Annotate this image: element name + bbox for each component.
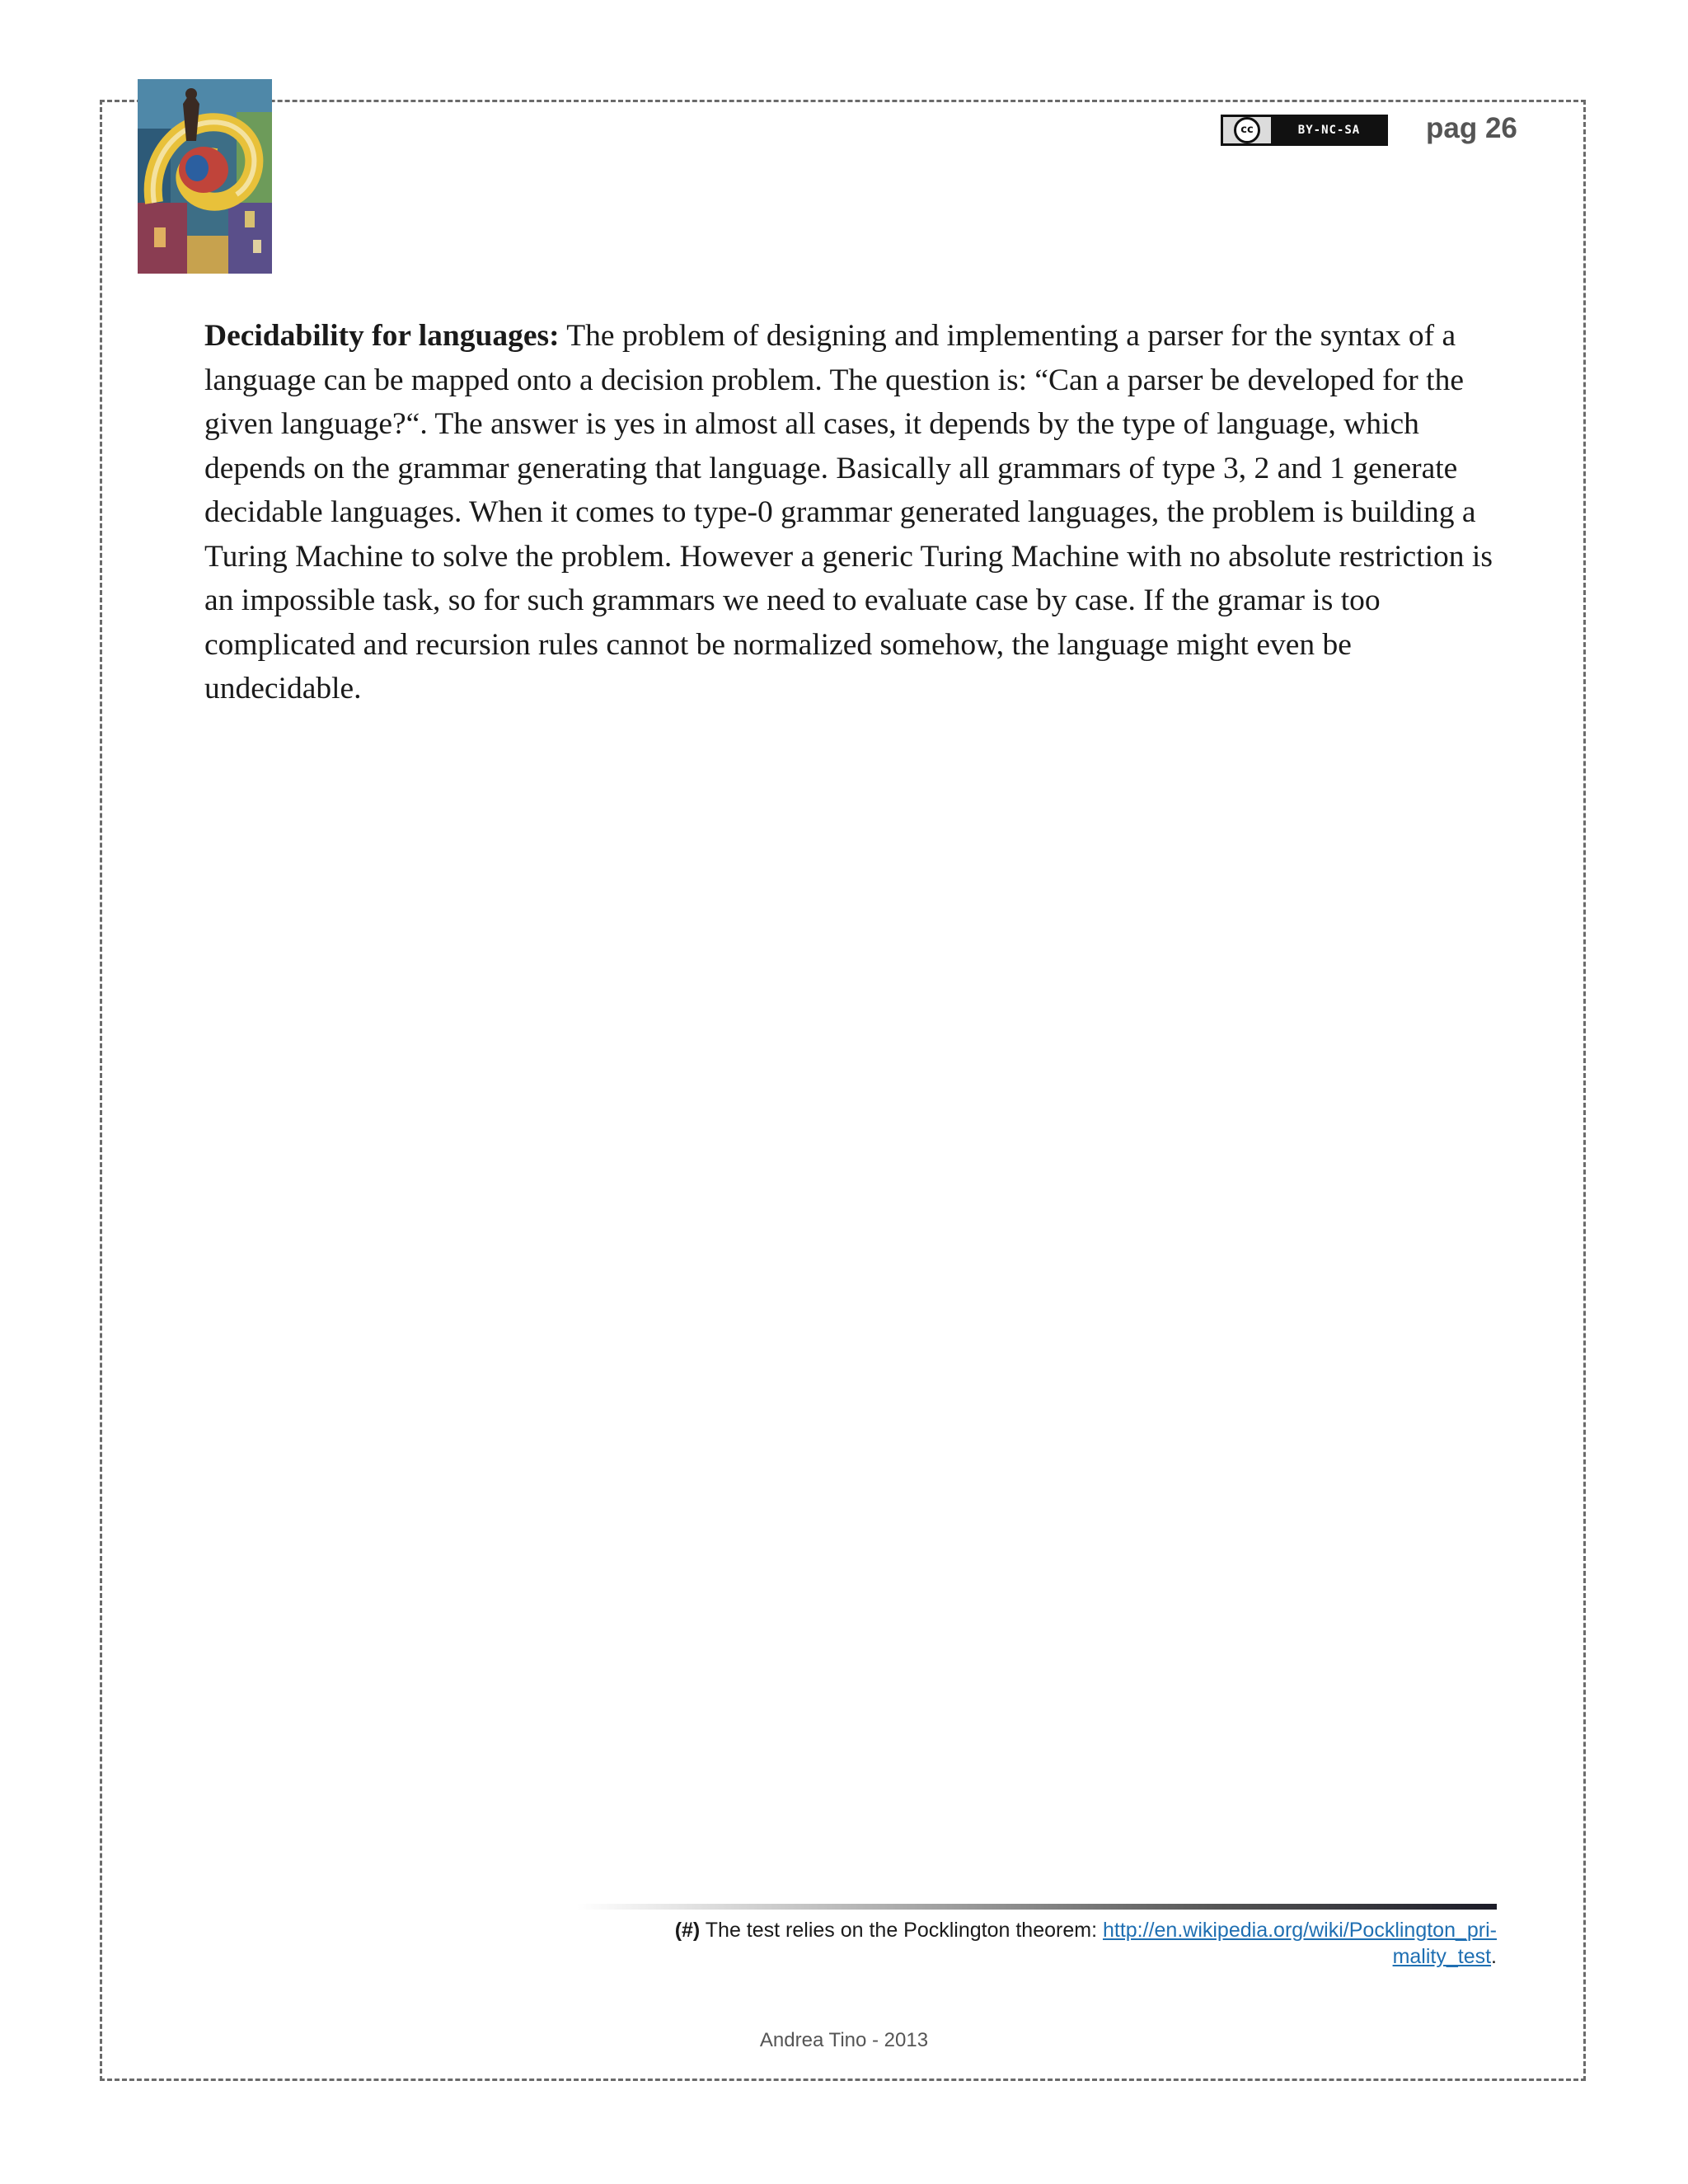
footnote-link-part2[interactable]: mality_test <box>1392 1945 1492 1968</box>
license-label: BY-NC-SA <box>1273 117 1386 143</box>
footnote-period: . <box>1491 1945 1497 1968</box>
footnote-marker: (#) <box>674 1919 701 1942</box>
footnote-link-part1[interactable]: http://en.wikipedia.org/wiki/Pocklington_pri- <box>1102 1919 1497 1942</box>
page-number: pag 26 <box>1426 112 1517 144</box>
painting-thumbnail-icon <box>138 79 272 274</box>
creative-commons-icon: cc <box>1223 117 1273 143</box>
footnote-text: The test relies on the Pocklington theorem: <box>705 1919 1098 1942</box>
license-badge <box>1221 115 1388 146</box>
footnote-divider <box>577 1904 1497 1910</box>
body-paragraph <box>204 314 1500 711</box>
footnote <box>577 1917 1497 1970</box>
paragraph-text: The problem of designing and implementing a parser for the syntax of a language can be mapped onto a decision problem. The question is: “Can a parser be developed for the given language?“. The answer is yes in almost all cases, it depends by the type of language, which depends on the grammar generating that language. Basically all grammars of type 3, 2 and 1 generate decidable languages. When it comes to type-0 grammar generated languages, the problem is building a Turing Machine to solve the problem. However a generic Turing Machine with no absolute restriction is an impossible task, so for such grammars we need to evaluate case by case. If the gramar is too complicated and recursion rules cannot be normalized somehow, the language might even be undecidable. <box>204 319 1493 705</box>
paragraph-lead: Decidability for languages: <box>204 319 560 353</box>
page-footer-author: Andrea Tino - 2013 <box>759 2029 929 2051</box>
